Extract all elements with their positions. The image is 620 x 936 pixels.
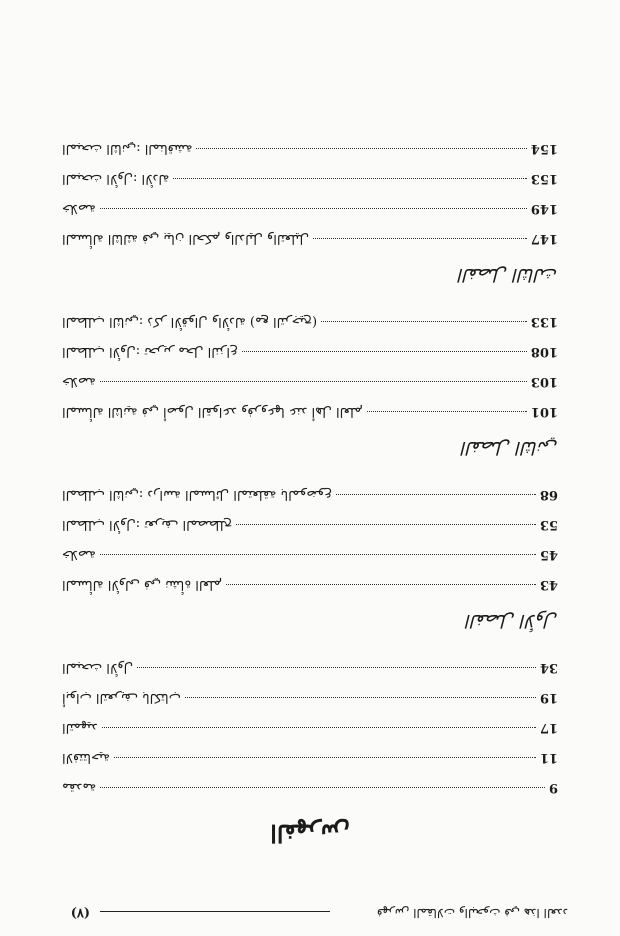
dot-leader [102,727,536,728]
toc-entry[interactable] [62,502,558,532]
toc-entry[interactable] [62,562,558,592]
toc-entry[interactable] [62,186,558,216]
toc-entry-label: خلاصة [62,201,96,216]
chapter-heading-1: الفصل الأول [466,610,558,631]
toc-entry-label: المبحث الثاني: المناقشة [62,141,193,156]
toc-entry-page-number: 11 [539,750,558,765]
toc-content [62,126,558,848]
toc-entry[interactable] [62,156,558,186]
toc-entry-label: خلاصة [62,547,96,562]
dot-leader [114,757,536,758]
chapter-heading-2: الفصل الثاني [462,437,558,458]
toc-section-intro [62,645,558,795]
dot-leader [336,494,536,495]
toc-entry-page-number: 9 [548,780,558,795]
toc-entry-page-number: 149 [530,201,558,216]
toc-title: الفهرس [270,819,350,848]
running-title: فهرس المقالات والبحوث في هذا العدد [376,906,568,920]
toc-entry-label: المسألة الثانية في أصول القواعد وفروعها عند أهل العلم [62,404,363,419]
toc-entry-page-number: 34 [539,660,558,675]
toc-entry[interactable] [62,532,558,562]
toc-entry-page-number: 68 [539,487,558,502]
header-rule [100,911,330,912]
dot-leader [226,584,536,585]
toc-section-chapter-3 [62,126,558,246]
toc-entry-page-number: 153 [530,171,558,186]
toc-entry-label: المطلب الأول: تعريف المصطلح [62,517,233,532]
toc-entry-label: المسألة الثالثة في بيان الحكم والدليل والتعليل [62,231,310,246]
toc-entry[interactable] [62,299,558,329]
toc-entry[interactable] [62,329,558,359]
toc-entry[interactable] [62,675,558,705]
dot-leader [100,787,545,788]
toc-entry-label: المطلب الأول: تحرير محل النزاع [62,344,238,359]
toc-entry-page-number: 45 [539,547,558,562]
dot-leader [313,238,527,239]
page-number-marker: (٧) [70,905,90,920]
toc-entry-label: أبواب التعريف بالكتاب [62,690,181,705]
toc-entry-label: التمهيد [62,720,98,735]
toc-entry-page-number: 101 [530,404,558,419]
toc-entry-page-number: 133 [530,314,558,329]
dot-leader [100,554,536,555]
dot-leader [242,351,527,352]
toc-section-chapter-1 [62,472,558,592]
toc-entry-page-number: 147 [530,231,558,246]
toc-entry[interactable] [62,359,558,389]
dot-leader [321,321,527,322]
dot-leader [137,667,536,668]
toc-entry[interactable] [62,389,558,419]
dot-leader [100,381,527,382]
dot-leader [173,178,527,179]
dot-leader [236,524,536,525]
toc-entry-page-number: 17 [539,720,558,735]
chapter-heading-3: الفصل الثالث [458,264,558,285]
toc-entry-page-number: 43 [539,577,558,592]
toc-entry-page-number: 103 [530,374,558,389]
toc-entry[interactable] [62,705,558,735]
toc-entry[interactable] [62,472,558,502]
toc-section-chapter-2 [62,299,558,419]
toc-entry-label: المبحث الأول [62,660,134,675]
dot-leader [367,411,527,412]
toc-entry-label: مقدمة [62,780,97,795]
toc-entry-label: المطلب الثاني: ذكر الأقوال والأدلة (مع الترجيح) [62,314,318,329]
toc-entry[interactable] [62,735,558,765]
dot-leader [196,148,526,149]
toc-entry-page-number: 154 [530,141,558,156]
toc-entry-label: الافتتاحية [62,750,110,765]
toc-entry[interactable] [62,645,558,675]
toc-entry-page-number: 53 [539,517,558,532]
toc-entry[interactable] [62,216,558,246]
dot-leader [100,208,527,209]
dot-leader [185,697,536,698]
toc-entry[interactable] [62,765,558,795]
toc-entry[interactable] [62,126,558,156]
page-header [0,896,620,936]
toc-entry-label: خلاصة [62,374,96,389]
toc-entry-label: المسألة الأولى في نشأة العلم [62,577,223,592]
toc-entry-page-number: 108 [530,344,558,359]
toc-entry-label: المطلب الثاني: دراسة المسائل المتعلقة بالموضوع [62,487,332,502]
toc-entry-label: المبحث الأول: الأدلة [62,171,170,186]
toc-entry-page-number: 19 [539,690,558,705]
